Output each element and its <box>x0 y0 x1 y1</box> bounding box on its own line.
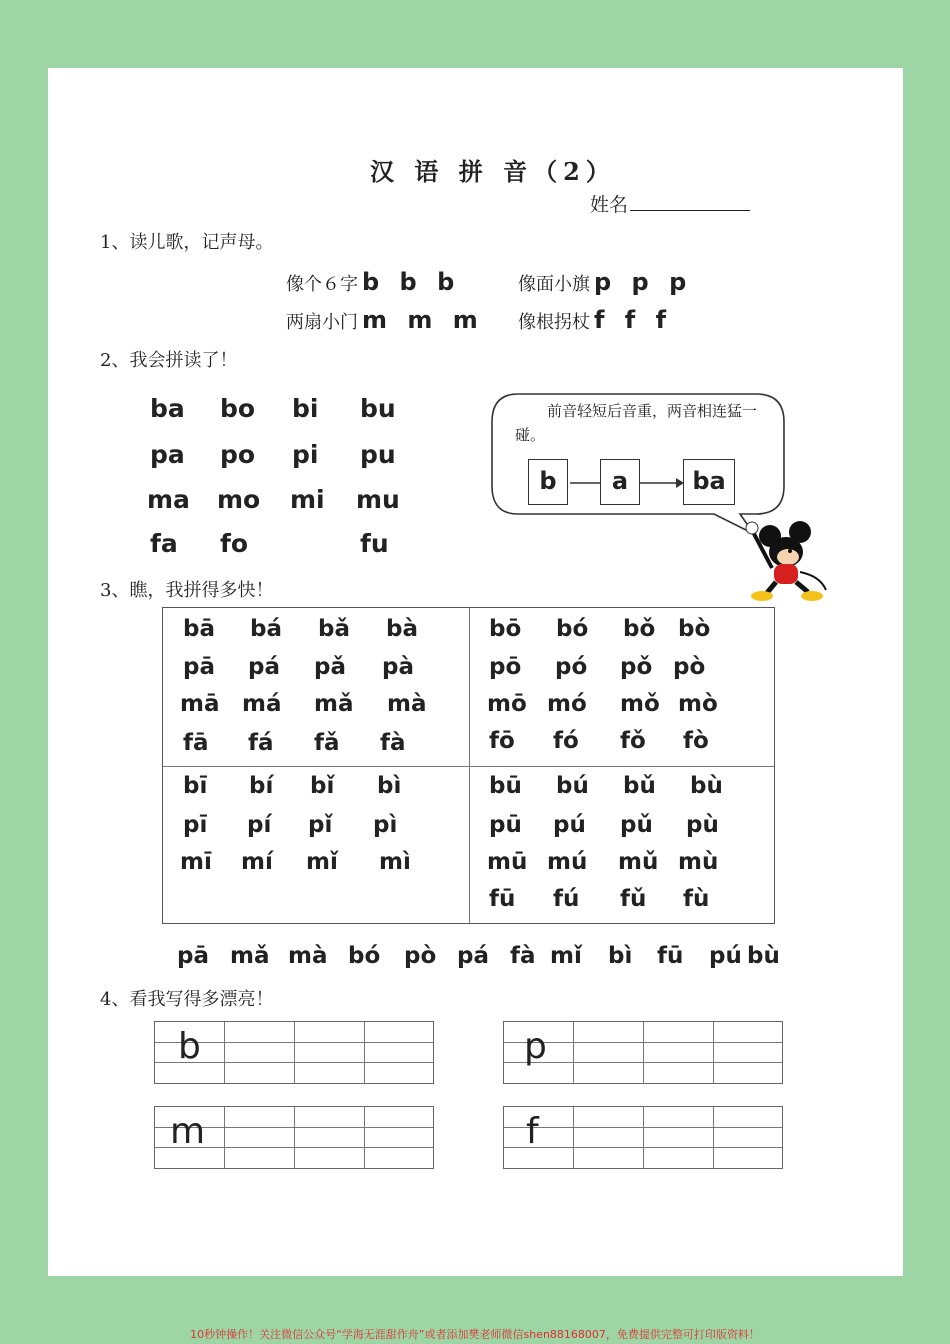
tone-syllable: fǒ <box>620 728 646 754</box>
syllable: mu <box>356 485 400 514</box>
review-syllable: pò <box>404 943 437 969</box>
tone-syllable: fǔ <box>620 886 647 912</box>
name-label: 姓名 <box>590 194 629 216</box>
tone-syllable: mō <box>487 691 527 717</box>
tone-syllable: bǎ <box>318 616 350 642</box>
tone-syllable: pǒ <box>620 654 653 680</box>
syllable: pu <box>360 440 396 469</box>
tone-syllable: mí <box>241 849 273 875</box>
rhyme-text: 两扇小门 <box>286 312 358 333</box>
tone-syllable: bá <box>250 616 282 642</box>
section1-heading: 1、读儿歌，记声母。 <box>100 232 274 253</box>
initial-box: b <box>528 459 568 505</box>
tone-syllable: fū <box>489 886 516 912</box>
syllable: bi <box>292 394 319 423</box>
rhyme-text: 像个６字 <box>286 274 358 295</box>
tone-syllable: fà <box>380 730 406 756</box>
tone-syllable: bī <box>183 773 208 799</box>
tone-syllable: fó <box>553 728 579 754</box>
tone-syllable: pí <box>247 812 272 838</box>
tone-syllable: bǒ <box>623 616 656 642</box>
review-syllable: mǎ <box>230 943 270 969</box>
tone-syllable: mǐ <box>306 849 338 875</box>
tone-syllable: pù <box>686 812 719 838</box>
review-syllable: fū <box>657 943 684 969</box>
tone-syllable: bù <box>690 773 723 799</box>
tone-syllable: mā <box>180 691 220 717</box>
tone-syllable: fù <box>683 886 710 912</box>
review-syllable: pá <box>457 943 489 969</box>
tone-syllable: mò <box>678 691 718 717</box>
syllable: fa <box>150 529 178 558</box>
letter-model: b <box>178 1026 201 1067</box>
tone-syllable: bú <box>556 773 589 799</box>
rhyme-line <box>286 268 460 296</box>
syllable: pi <box>292 440 319 469</box>
review-syllable: fà <box>510 943 536 969</box>
syllable-box: ba <box>683 459 735 505</box>
tone-syllable: bí <box>249 773 274 799</box>
tone-syllable: bǔ <box>623 773 656 799</box>
tone-syllable: pǔ <box>620 812 653 838</box>
tone-syllable: mū <box>487 849 528 875</box>
tone-syllable: bó <box>556 616 589 642</box>
final-box: a <box>600 459 640 505</box>
syllable: ma <box>147 485 190 514</box>
syllable: pa <box>150 440 185 469</box>
tone-syllable: bì <box>377 773 402 799</box>
tone-syllable: mī <box>180 849 212 875</box>
tone-syllable: fú <box>553 886 580 912</box>
section4-heading: 4、看我写得多漂亮！ <box>100 989 274 1010</box>
tone-syllable: bō <box>489 616 522 642</box>
bubble-text: 前音轻短后音重，两音相连猛一碰。 <box>515 402 758 444</box>
rhyme-text: 像面小旗 <box>518 274 590 295</box>
review-syllable: pā <box>177 943 209 969</box>
syllable: fu <box>360 529 389 558</box>
rhyme-text: 像根拐杖 <box>518 312 590 333</box>
tone-syllable: mǔ <box>618 849 659 875</box>
tone-syllable: fǎ <box>314 730 340 756</box>
section2-heading: 2、我会拼读了！ <box>100 350 238 371</box>
rhyme-letters: m m m <box>362 306 484 334</box>
tone-syllable: bū <box>489 773 522 799</box>
tone-syllable: mǎ <box>314 691 354 717</box>
rhyme-letters: p p p <box>594 268 693 296</box>
rhyme-letters: b b b <box>362 268 461 296</box>
tone-syllable: fò <box>683 728 709 754</box>
letter-model: p <box>524 1026 547 1067</box>
tone-syllable: mì <box>379 849 411 875</box>
tone-syllable: mǒ <box>620 691 660 717</box>
name-blank-line <box>630 210 750 211</box>
tone-syllable: pà <box>382 654 414 680</box>
syllable: bu <box>360 394 396 423</box>
tone-syllable: pō <box>489 654 522 680</box>
syllable: mo <box>217 485 261 514</box>
section3-heading: 3、瞧，我拼得多快！ <box>100 580 274 601</box>
rhyme-line <box>286 306 484 334</box>
review-syllable: bó <box>348 943 381 969</box>
tone-syllable: pā <box>183 654 215 680</box>
tone-syllable: mó <box>547 691 587 717</box>
rhyme-letters: f f f <box>594 306 673 334</box>
tone-syllable: pó <box>555 654 588 680</box>
syllable: mi <box>290 485 325 514</box>
page-title: 汉 语 拼 音（2） <box>370 157 616 186</box>
letter-model: m <box>170 1111 206 1152</box>
rhyme-line <box>518 268 692 296</box>
tone-syllable: fá <box>248 730 274 756</box>
footer-promo-text: 10秒钟操作！关注微信公众号“学海无涯甜作舟”或者添加樊老师微信shen88168007，免费提供完整可打印版资料！ <box>190 1328 760 1341</box>
letter-model: f <box>526 1111 539 1152</box>
review-syllable: bù <box>747 943 780 969</box>
syllable: bo <box>220 394 256 423</box>
tone-syllable: pū <box>489 812 522 838</box>
tone-syllable: má <box>242 691 282 717</box>
tone-syllable: pī <box>183 812 208 838</box>
tone-syllable: pú <box>553 812 586 838</box>
tone-syllable: bà <box>386 616 418 642</box>
tone-syllable: bā <box>183 616 215 642</box>
writing-grid <box>503 1106 783 1169</box>
tone-syllable: fō <box>489 728 515 754</box>
cartoon-mouse-icon <box>742 516 832 602</box>
tone-syllable: pǎ <box>314 654 346 680</box>
review-syllable: mǐ <box>550 943 582 969</box>
review-syllable: mà <box>288 943 328 969</box>
rhyme-line <box>518 306 672 334</box>
tone-syllable: mù <box>678 849 719 875</box>
tone-syllable: pò <box>673 654 706 680</box>
syllable: ba <box>150 394 185 423</box>
tone-syllable: fā <box>183 730 209 756</box>
tone-syllable: bò <box>678 616 711 642</box>
tone-syllable: mà <box>387 691 427 717</box>
tone-syllable: pǐ <box>308 812 333 838</box>
syllable: po <box>220 440 256 469</box>
tone-syllable: bǐ <box>310 773 335 799</box>
tone-syllable: mú <box>547 849 588 875</box>
tone-syllable: pá <box>248 654 280 680</box>
review-syllable: pú <box>709 943 742 969</box>
syllable: fo <box>220 529 249 558</box>
tone-syllable: pì <box>373 812 398 838</box>
review-syllable: bì <box>608 943 633 969</box>
